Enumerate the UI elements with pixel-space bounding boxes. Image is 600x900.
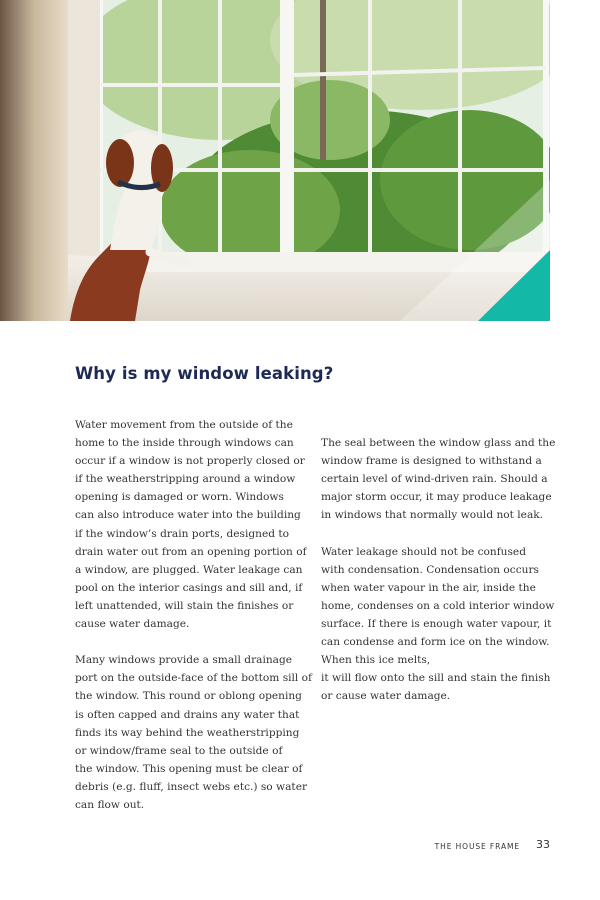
- text-line: Many windows provide a small drainage: [75, 654, 293, 667]
- text-line: can condense and form ice on the window.: [321, 636, 550, 649]
- right-paragraph-1: [321, 434, 557, 524]
- text-line: major storm occur, it may produce leakage: [321, 491, 552, 504]
- footer-brand: THE HOUSE FRAME: [434, 842, 520, 851]
- text-line: cause water damage.: [75, 618, 190, 631]
- text-line: if the weatherstripping around a window: [75, 473, 296, 486]
- text-line: the window. This opening must be clear of: [75, 762, 303, 775]
- article-heading: Why is my window leaking?: [75, 364, 334, 383]
- hero-photo: [0, 0, 550, 321]
- right-column: [321, 434, 557, 705]
- text-line: port on the outside-face of the bottom sill of: [75, 672, 312, 685]
- text-line: drain water out from an opening portion of: [75, 545, 307, 558]
- text-line: the window. This round or oblong opening: [75, 690, 302, 703]
- text-line: debris (e.g. fluff, insect webs etc.) so water: [75, 780, 308, 793]
- text-line: a window, are plugged. Water leakage can: [75, 563, 303, 576]
- text-line: it will flow onto the sill and stain the finish: [321, 672, 551, 685]
- text-line: window frame is designed to withstand a: [321, 455, 542, 468]
- page-number: 33: [536, 838, 550, 851]
- left-paragraph-1: [75, 416, 315, 633]
- dog-at-window-illustration: [0, 0, 550, 321]
- text-line: The seal between the window glass and the: [321, 437, 556, 449]
- text-line: finds its way behind the weatherstripping: [75, 726, 300, 739]
- text-line: opening is damaged or worn. Windows: [75, 491, 284, 504]
- text-line: is often capped and drains any water that: [75, 708, 300, 721]
- text-line: with condensation. Condensation occurs: [321, 563, 539, 576]
- text-line: certain level of wind-driven rain. Should a: [321, 473, 548, 486]
- left-paragraph-2: [75, 651, 315, 814]
- text-line: occur if a window is not properly closed or: [75, 455, 305, 468]
- text-line: can also introduce water into the building: [75, 509, 301, 522]
- text-line: when water vapour in the air, inside the: [321, 581, 536, 594]
- text-line: Water leakage should not be confused: [321, 545, 526, 558]
- left-column: [75, 416, 315, 814]
- text-line: if the window’s drain ports, designed to: [75, 527, 289, 540]
- text-line: in windows that normally would not leak.: [321, 509, 544, 522]
- text-line: surface. If there is enough water vapour, it: [321, 617, 552, 630]
- right-paragraph-2: [321, 543, 557, 706]
- text-line: can flow out.: [75, 798, 145, 811]
- text-line: pool on the interior casings and sill and, if: [75, 581, 303, 594]
- text-line: When this ice melts,: [321, 654, 431, 667]
- text-line: or cause water damage.: [321, 690, 451, 703]
- text-line: or window/frame seal to the outside of: [75, 744, 283, 757]
- text-line: home, condenses on a cold interior window: [321, 599, 555, 612]
- text-line: Water movement from the outside of the: [75, 419, 293, 431]
- text-line: left unattended, will stain the finishes or: [75, 599, 294, 612]
- text-line: home to the inside through windows can: [75, 437, 294, 450]
